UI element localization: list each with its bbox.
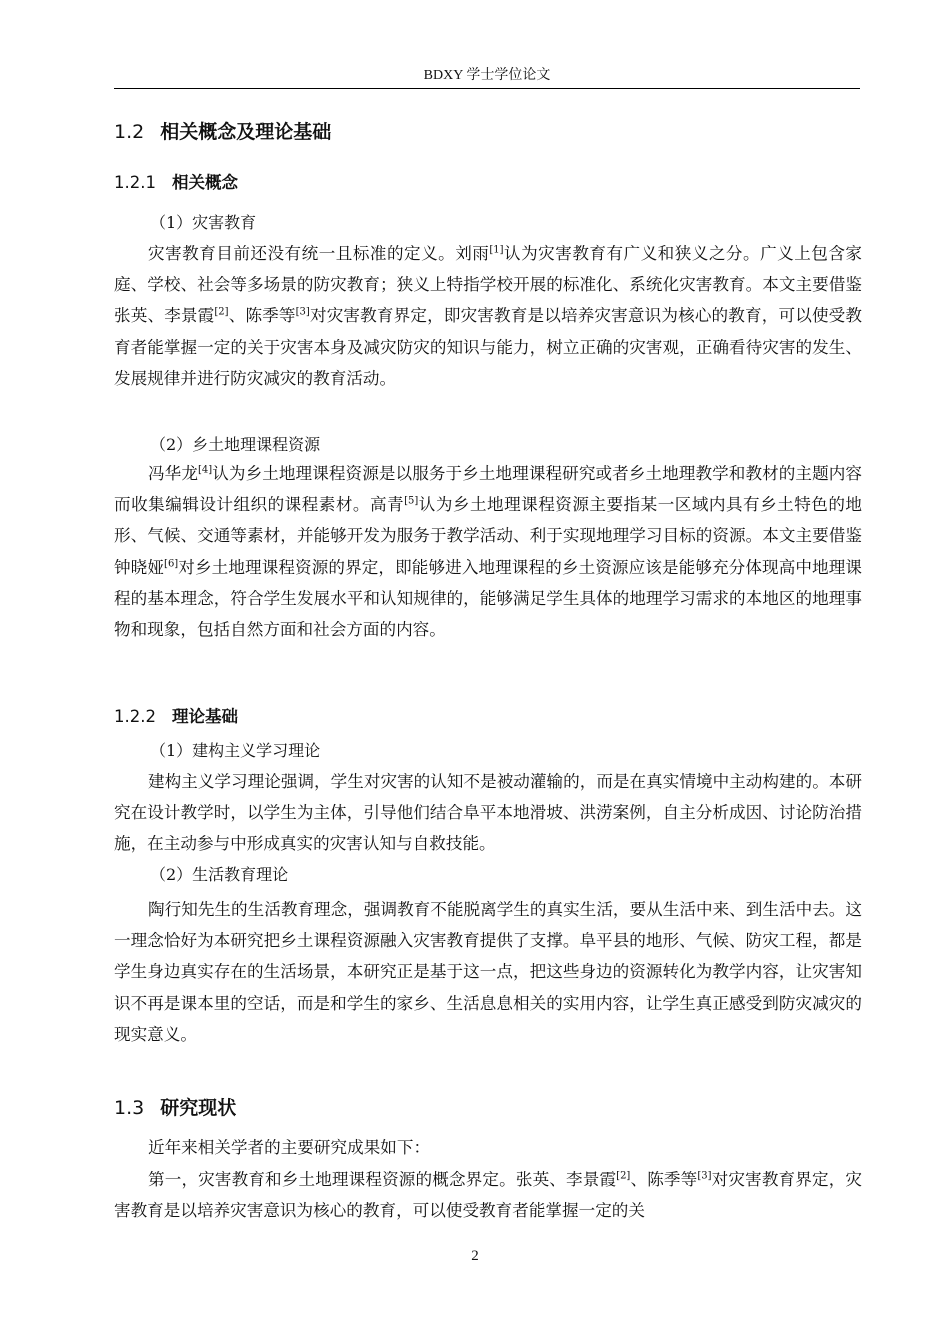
text-span: 认为乡土地理课程资源主要指某一区域内具有乡土特色的地形、气候、交通等素材，并能够开发为服务于教学活动、利于实现地理学习目标的资源。本文主要借鉴钟晓娅 [114,495,863,577]
text-span: 冯华龙 [148,464,198,483]
section-title: 相关概念及理论基础 [160,121,332,143]
header-divider [114,88,860,89]
section-title: 相关概念 [171,173,238,192]
item-heading-constructivism: （1）建构主义学习理论 [150,741,321,760]
citation-ref: [3] [697,1170,712,1182]
text-span: 对灾害教育界定，灾害教育是以培养灾害意识为核心的教育，可以使受教育者能掌握一定的关 [114,1170,863,1221]
text-span: 灾害教育目前还没有统一且标准的定义。刘雨 [148,244,490,263]
item-heading-disaster-education: （1）灾害教育 [150,213,257,232]
paragraph-life-education: 陶行知先生的生活教育理念，强调教育不能脱离学生的真实生活，要从生活中来、到生活中去。这一理念恰好为本研究把乡土课程资源融入灾害教育提供了支撑。阜平县的地形、气候、防灾工程，都是学生身边真实存在的生活场景，本研究正是基于这一点，把这些身边的资源转化为教学内容，让灾害知识不再是课本里的空话，而是和学生的家乡、生活息息相关的实用内容，让学生真正感受到防灾减灾的现实意义。 [114,900,862,1044]
citation-ref: [1] [489,244,504,256]
paragraph-research-intro: 近年来相关学者的主要研究成果如下： [148,1138,431,1157]
section-number: 1.3 [114,1097,145,1119]
text-span: 对乡土地理课程资源的界定，即能够进入地理课程的乡土资源应该是能够充分体现高中地理课程的基本理念，符合学生发展水平和认知规律的，能够满足学生具体的地理学习需求的本地区的地理事物和现象，包括自然方面和社会方面的内容。 [114,557,863,640]
section-number: 1.2.1 [114,173,156,192]
citation-ref: [6] [164,558,179,570]
text-span: 、陈季等 [228,306,296,326]
text-span: 、陈季等 [630,1170,698,1189]
section-title: 研究现状 [160,1097,237,1119]
citation-ref: [4] [198,464,213,476]
subsection-heading-1-2-1 [114,172,238,194]
page-header: BDXY 学士学位论文 [423,68,551,83]
citation-ref: [5] [404,495,419,507]
subsection-heading-1-2-2 [114,706,238,728]
citation-ref: [2] [616,1170,631,1182]
paragraph-research-first [114,1164,862,1226]
text-span: 对灾害教育界定，即灾害教育是以培养灾害意识为核心的教育，可以使受教育者能掌握一定的关于灾害本身及减灾防灾的知识与能力，树立正确的灾害观，正确看待灾害的发生、发展规律并进行防灾减灾的教育活动。 [114,306,863,388]
section-number: 1.2 [114,121,145,143]
citation-ref: [2] [214,306,229,318]
section-heading-1-2 [114,120,331,144]
section-title: 理论基础 [171,707,238,726]
page-number: 2 [471,1248,479,1264]
section-number: 1.2.2 [114,707,156,726]
text-span: 第一，灾害教育和乡土地理课程资源的概念界定。张英、李景霞 [148,1170,617,1189]
text-span: 认为灾害教育有广义和狭义之分。广义上包含家庭、学校、社会等多场景的防灾教育；狭义上特指学校开展的标准化、系统化灾害教育。本文主要借鉴张英、李景霞 [114,244,863,326]
citation-ref: [3] [295,306,310,318]
item-heading-life-education: （2）生活教育理论 [150,865,289,884]
paragraph-local-geography [114,458,862,645]
item-heading-local-geography: （2）乡土地理课程资源 [150,435,321,454]
section-heading-1-3 [114,1096,236,1120]
text-span: 认为乡土地理课程资源是以服务于乡土地理课程研究或者乡土地理教学和教材的主题内容而收集编辑设计组织的课程素材。高青 [114,464,863,515]
paragraph-disaster-education [114,238,862,394]
paragraph-constructivism: 建构主义学习理论强调，学生对灾害的认知不是被动灌输的，而是在真实情境中主动构建的。本研究在设计教学时，以学生为主体，引导他们结合阜平本地滑坡、洪涝案例，自主分析成因、讨论防治措施，在主动参与中形成真实的灾害认知与自救技能。 [114,772,862,854]
